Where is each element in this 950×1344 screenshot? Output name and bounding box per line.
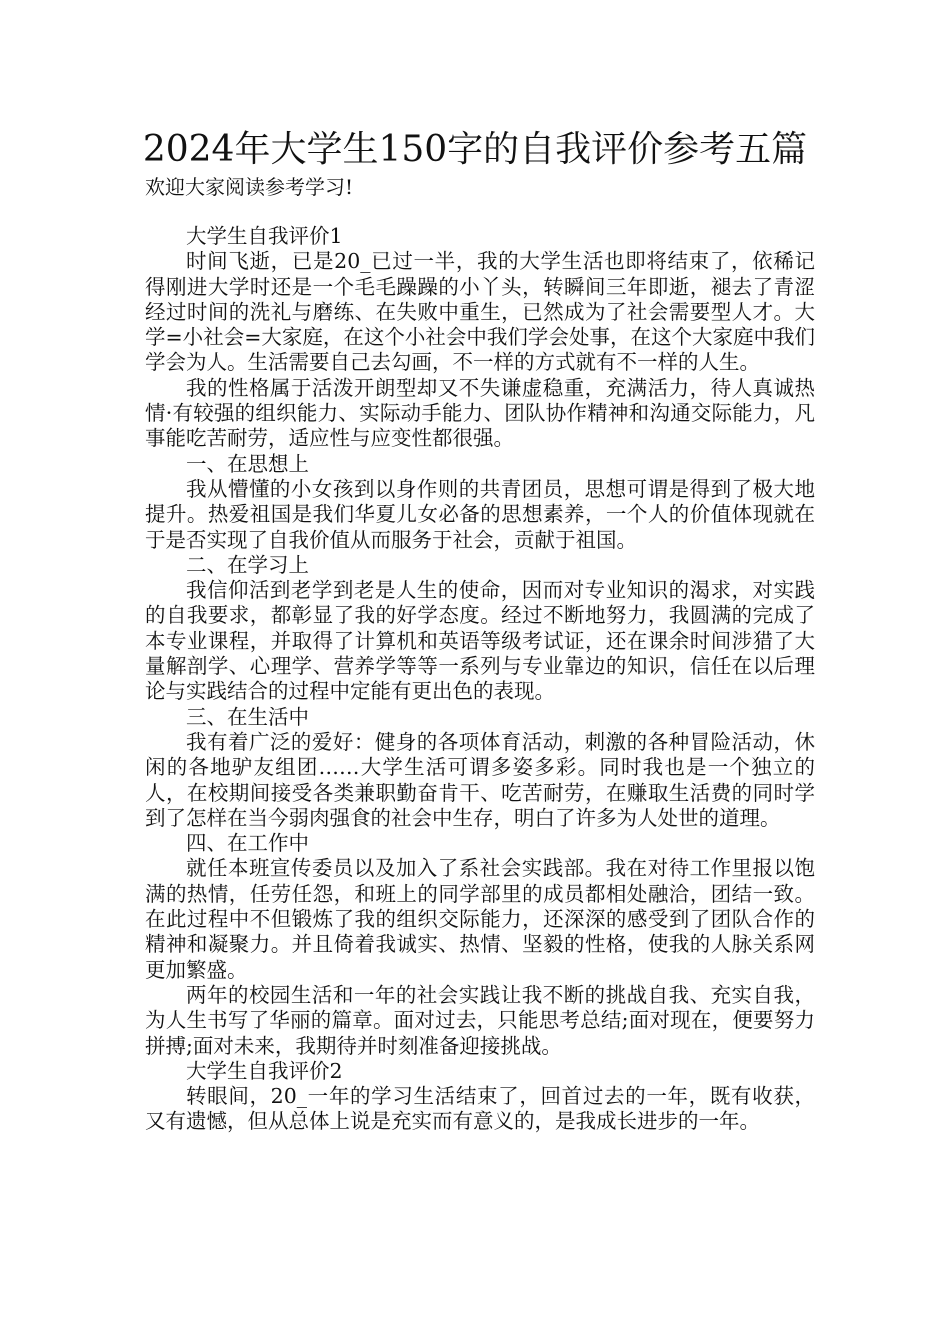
paragraph: 就任本班宣传委员以及加入了系社会实践部。我在对待工作里报以饱满的热情，任劳任怨，和班上的同学部里的成员都相处融洽，团结一致。在此过程中不但锻炼了我的组织交际能力，还深深的感受到了团队合作的精神和凝聚力。并且倚着我诚实、热情、坚毅的性格，使我的人脉关系网更加繁盛。 [145, 856, 815, 982]
paragraph: 我的性格属于活泼开朗型却又不失谦虚稳重，充满活力，待人真诚热情·有较强的组织能力、实际动手能力、团队协作精神和沟通交际能力，凡事能吃苦耐劳，适应性与应变性都很强。 [145, 375, 815, 451]
section-heading: 一、在思想上 [186, 451, 309, 476]
welcome-line: 欢迎大家阅读参考学习! [145, 175, 354, 199]
section-heading: 三、在生活中 [186, 704, 309, 729]
section-heading: 四、在工作中 [186, 831, 309, 856]
document-title: 2024年大学生150字的自我评价参考五篇 [142, 129, 808, 170]
paragraph: 我信仰活到老学到老是人生的使命，因而对专业知识的渴求，对实践的自我要求，都彰显了我的好学态度。经过不断地努力，我圆满的完成了本专业课程，并取得了计算机和英语等级考试证，还在课余时间涉猎了大量解剖学、心理学、营养学等等一系列与专业靠边的知识，信任在以后理论与实践结合的过程中定能有更出色的表现。 [145, 578, 815, 704]
paragraph: 转眼间，20_一年的学习生活结束了，回首过去的一年，既有收获，又有遗憾，但从总体上说是充实而有意义的，是我成长进步的一年。 [145, 1084, 815, 1134]
paragraph: 两年的校园生活和一年的社会实践让我不断的挑战自我、充实自我，为人生书写了华丽的篇章。面对过去，只能思考总结;面对现在，便要努力拼搏;面对未来，我期待并时刻准备迎接挑战。 [145, 982, 815, 1058]
section-heading: 二、在学习上 [186, 552, 309, 577]
paragraph: 我有着广泛的爱好：健身的各项体育活动，刺激的各种冒险活动，休闲的各地驴友组团……大学生活可谓多姿多彩。同时我也是一个独立的人，在校期间接受各类兼职勤奋肯干、吃苦耐劳，在赚取生活费的同时学到了怎样在当今弱肉强食的社会中生存，明白了许多为人处世的道理。 [145, 729, 815, 830]
section-heading: 大学生自我评价2 [186, 1058, 343, 1083]
section-heading: 大学生自我评价1 [186, 224, 343, 248]
document-body [145, 224, 815, 1135]
paragraph: 时间飞逝，已是20_已过一半，我的大学生活也即将结束了，依稀记得刚进大学时还是一个毛毛躁躁的小丫头，转瞬间三年即逝，褪去了青涩经过时间的洗礼与磨练、在失败中重生，已然成为了社会需要型人才。大学=小社会=大家庭，在这个小社会中我们学会处事，在这个大家庭中我们学会为人。生活需要自己去勾画，不一样的方式就有不一样的人生。 [145, 249, 815, 375]
paragraph: 我从懵懂的小女孩到以身作则的共青团员，思想可谓是得到了极大地提升。热爱祖国是我们华夏儿女必备的思想素养，一个人的价值体现就在于是否实现了自我价值从而服务于社会，贡献于祖国。 [145, 476, 815, 552]
